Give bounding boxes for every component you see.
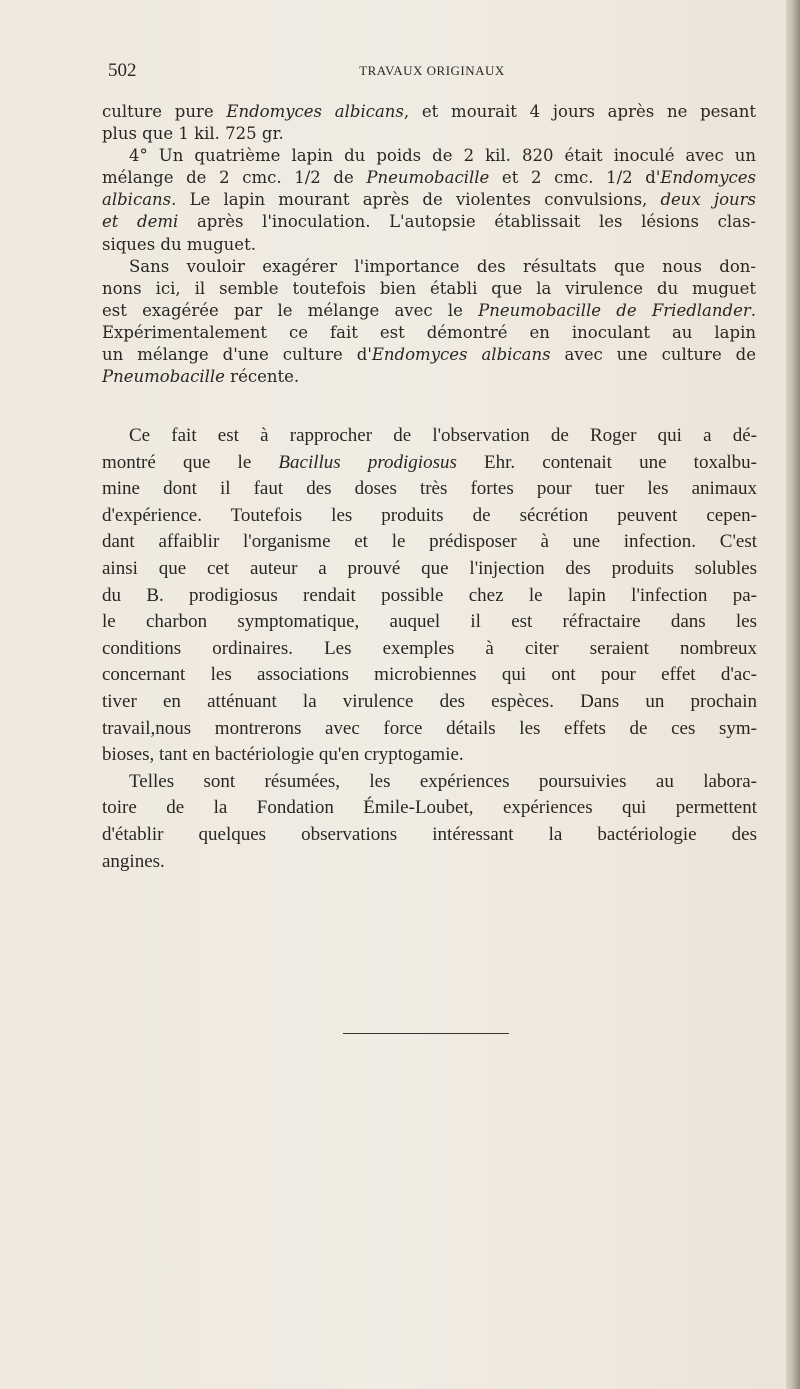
text-line: nons ici, il semble toutefois bien établi que la virulence du muguet bbox=[102, 278, 756, 298]
text-line: Sans vouloir exagérer l'importance des résultats que nous don- bbox=[129, 256, 756, 276]
text-line: un mélange d'une culture d'Endomyces albicans avec une culture de bbox=[102, 345, 757, 365]
text-line: Expérimentalement ce fait est démontré en inoculant au lapin bbox=[102, 322, 756, 342]
text-line: mélange de 2 cmc. 1/2 de Pneumobacille et 2 cmc. 1/2 d'Endomyces bbox=[102, 168, 756, 188]
species-name: albicans bbox=[102, 190, 172, 210]
emphasis-text: deux jours bbox=[660, 190, 756, 210]
running-title: TRAVAUX ORIGINAUX bbox=[359, 63, 505, 78]
discussion-paragraph bbox=[102, 423, 757, 875]
text-line: travail,nous montrerons avec force détails les effets de ces sym- bbox=[102, 717, 757, 739]
text-line: plus que 1 kil. 725 gr. bbox=[102, 124, 284, 144]
species-name: Endomyces albicans bbox=[226, 102, 404, 121]
experiment-paragraph bbox=[102, 101, 756, 388]
page-header bbox=[108, 60, 756, 84]
text-line: Telles sont résumées, les expériences poursuivies au labora- bbox=[129, 770, 757, 792]
text-line: mine dont il faut des doses très fortes pour tuer les animaux bbox=[102, 478, 757, 500]
text-line: toire de la Fondation Émile-Loubet, expériences qui permettent bbox=[102, 797, 757, 819]
text-line: angines. bbox=[102, 850, 165, 872]
text-line: du B. prodigiosus rendait possible chez le lapin l'infection pa- bbox=[102, 584, 757, 606]
text-line: montré que le Bacillus prodigiosus Ehr. contenait une toxalbu- bbox=[102, 451, 757, 473]
text-line: culture pure Endomyces albicans, et mourait 4 jours après ne pesant bbox=[102, 102, 756, 121]
text-line: ainsi que cet auteur a prouvé que l'injection des produits solubles bbox=[102, 557, 757, 579]
text-line: Pneumobacille récente. bbox=[102, 367, 300, 387]
text-line: conditions ordinaires. Les exemples à citer seraient nombreux bbox=[102, 637, 757, 659]
text-line: bioses, tant en bactériologie qu'en cryptogamie. bbox=[102, 744, 464, 766]
text-line: est exagérée par le mélange avec le Pneumobacille de Friedlander. bbox=[102, 300, 756, 320]
species-name: Pneumobacille de Friedlander bbox=[478, 300, 751, 320]
text-line: concernant les associations microbiennes qui ont pour effet d'ac- bbox=[102, 664, 757, 686]
text-line: tiver en atténuant la virulence des espèces. Dans un prochain bbox=[102, 690, 757, 712]
species-name: Pneumobacille bbox=[102, 367, 225, 387]
text-line: dant affaiblir l'organisme et le prédisposer à une infection. C'est bbox=[102, 531, 757, 553]
species-name: Endomyces albicans bbox=[371, 345, 551, 365]
species-name: Endomyces bbox=[660, 168, 756, 188]
text-line: et demi après l'inoculation. L'autopsie établissait les lésions clas- bbox=[102, 212, 756, 232]
text-line: 4° Un quatrième lapin du poids de 2 kil. 820 était inoculé avec un bbox=[129, 146, 756, 166]
species-name: Pneumobacille bbox=[366, 168, 490, 188]
text-line: Ce fait est à rapprocher de l'observation de Roger qui a dé- bbox=[129, 425, 757, 446]
text-line: albicans. Le lapin mourant après de violentes convulsions, deux jours bbox=[102, 190, 756, 210]
page-number: 502 bbox=[108, 60, 137, 81]
section-rule bbox=[343, 1033, 509, 1034]
text-line: siques du muguet. bbox=[102, 234, 256, 254]
text-line: le charbon symptomatique, auquel il est réfractaire dans les bbox=[102, 611, 757, 633]
text-line: d'expérience. Toutefois les produits de sécrétion peuvent cepen- bbox=[102, 504, 757, 526]
page-edge-shadow bbox=[786, 0, 800, 1389]
text-line: d'établir quelques observations intéressant la bactériologie des bbox=[102, 823, 757, 845]
species-name: Bacillus prodigiosus bbox=[278, 451, 457, 473]
emphasis-text: et demi bbox=[102, 212, 179, 232]
